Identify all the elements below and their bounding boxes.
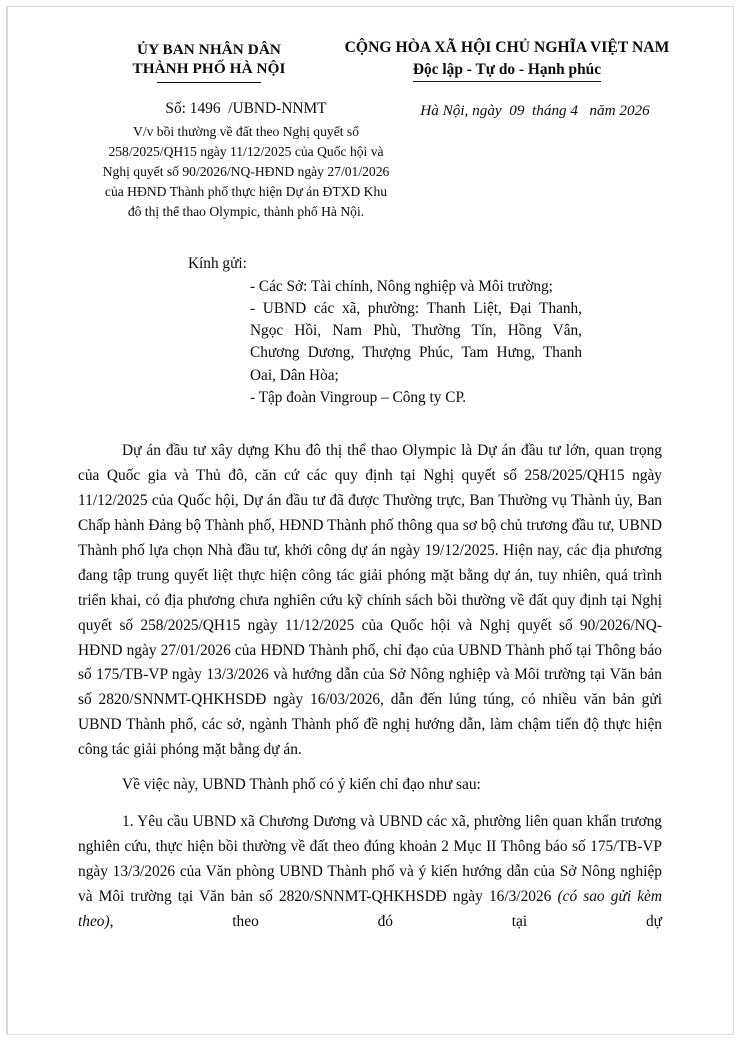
body-paragraph-3-text-end: , theo đó tại dự bbox=[109, 913, 662, 931]
body-paragraph-3 bbox=[78, 810, 662, 935]
body-paragraph-3-text-start: 1. Yêu cầu UBND xã Chương Dương và UBND các xã, phường liên quan khẩn trương nghiên cứu, thực hiện bồi thường về đất theo đúng khoản 2 Mục II Thông báo số 175/TB-VP ngày 13/3/2026 của Văn phòng UBND Thành phố và ý kiến hướng dẫn của Sở Nông nghiệp và Môi trường tại Văn bản số 2820/SNNMT-QHKHSDĐ ngày 16/3/2026 bbox=[78, 813, 662, 906]
place-date-block bbox=[396, 99, 674, 120]
recipients-label: Kính gửi: bbox=[188, 255, 247, 272]
list-item: - Tập đoàn Vingroup – Công ty CP. bbox=[250, 388, 467, 406]
document-body bbox=[78, 439, 674, 935]
issuing-authority-block bbox=[78, 38, 340, 83]
recipients-block bbox=[78, 254, 674, 409]
body-paragraph-2: Về việc này, UBND Thành phố có ý kiến chỉ đạo như sau: bbox=[122, 776, 481, 794]
body-paragraph-1: Dự án đầu tư xây dựng Khu đô thị thể thao Olympic là Dự án đầu tư lớn, quan trọng của Quốc gia và Thủ đô, căn cứ các quy định tại Nghị quyết số 258/2025/QH15 ngày 11/12/2025 của Quốc hội, Dự án đầu tư đã được Thường trực, Ban Thường vụ Thành ủy, Ban Chấp hành Đảng bộ Thành phố, HĐND Thành phố thông qua sơ bộ chủ trương đầu tư, UBND Thành phố lựa chọn Nhà đầu tư, khởi công dự án ngày 19/12/2025. Hiện nay, các địa phương đang tập trung quyết liệt thực hiện công tác giải phóng mặt bằng dự án, tuy nhiên, quá trình triển khai, có địa phương chưa nghiên cứu kỹ chính sách bồi thường về đất quy định tại Nghị quyết số 258/2025/QH15 ngày 11/12/2025 của Quốc hội và Nghị quyết số 90/2026/NQ-HĐND ngày 27/01/2026 của HĐND Thành phố, chỉ đạo của UBND Thành phố tại Thông báo số 175/TB-VP ngày 13/3/2026 và hướng dẫn của Sở Nông nghiệp và Môi trường tại Văn bản số 2820/SNNMT-QHKHSDĐ ngày 16/03/2026, dẫn đến lúng túng, có nhiều văn bản gửi UBND Thành phố, các sở, ngành Thành phố đề nghị hướng dẫn, làm chậm tiến độ thực hiện công tác giải phóng mặt bằng dự án. bbox=[78, 441, 662, 759]
issuing-authority-line-1: ỦY BAN NHÂN DÂN bbox=[137, 41, 281, 58]
document-header bbox=[78, 38, 674, 83]
document-meta-row bbox=[78, 99, 674, 222]
body-paragraph-3-note: (có sao gửi kèm theo) bbox=[78, 888, 663, 931]
national-motto: Độc lập - Tự do - Hạnh phúc bbox=[413, 60, 601, 82]
issuing-authority-line-2: THÀNH PHỐ HÀ NỘI bbox=[132, 60, 286, 78]
recipients-list bbox=[188, 276, 582, 409]
national-title: CỘNG HÒA XÃ HỘI CHỦ NGHĨA VIỆT NAM bbox=[344, 39, 670, 56]
place-and-date: Hà Nội, ngày 09 tháng 4 năm 2026 bbox=[420, 101, 650, 119]
list-item: - Các Sở: Tài chính, Nông nghiệp và Môi trường; bbox=[250, 277, 553, 295]
document-number: Số: 1496 /UBND-NNMT bbox=[165, 99, 327, 117]
document-subject: V/v bồi thường về đất theo Nghị quyết số 258/2025/QH15 ngày 11/12/2025 của Quốc hội và Nghị quyết số 90/2026/NQ-HĐND ngày 27/01/2026 của HĐND Thành phố thực hiện Dự án ĐTXD Khu đô thị thể thao Olympic, thành phố Hà Nội. bbox=[102, 124, 390, 220]
list-item: - UBND các xã, phường: Thanh Liệt, Đại Thanh, Ngọc Hồi, Nam Phù, Thường Tín, Hồng Vân, Chương Dương, Thượng Phúc, Tam Hưng, Thanh Oai, Dân Hòa; bbox=[250, 300, 582, 384]
national-heading-block bbox=[340, 38, 674, 82]
issuing-authority-underline bbox=[157, 82, 261, 83]
document-reference-block bbox=[96, 99, 396, 222]
